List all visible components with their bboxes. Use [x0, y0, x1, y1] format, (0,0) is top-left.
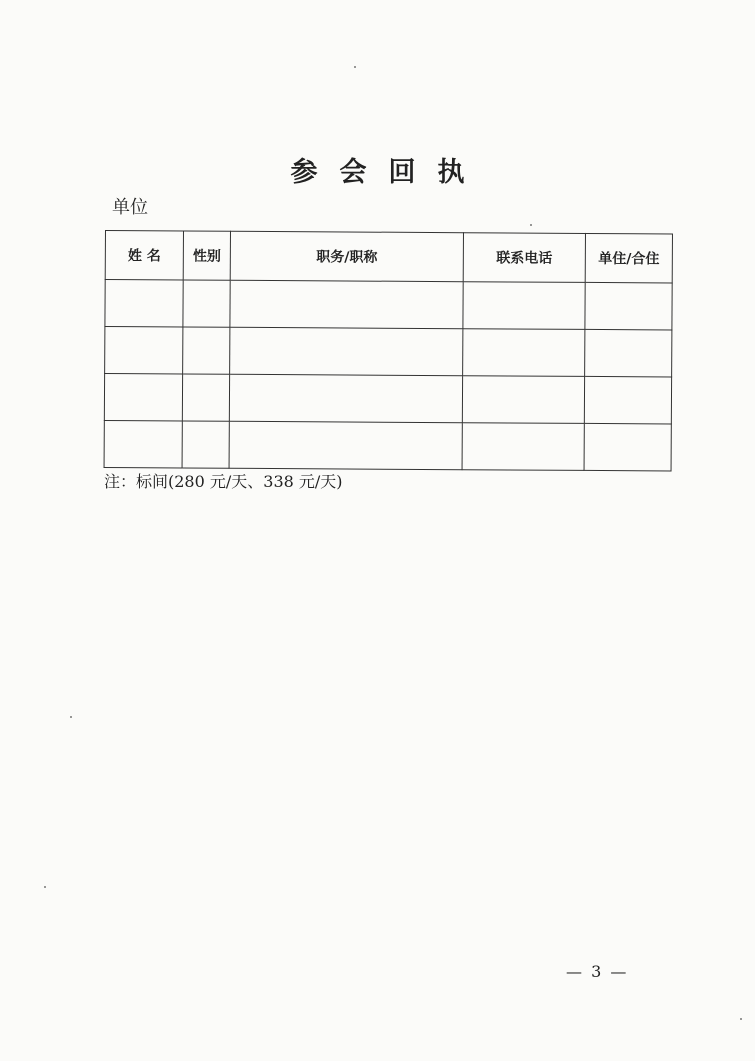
registration-table: [104, 230, 673, 471]
scan-speck: [530, 224, 532, 226]
cell-position[interactable]: [230, 280, 463, 328]
scan-speck: [354, 66, 356, 68]
header-name: 姓 名: [105, 231, 183, 280]
header-gender: 性别: [183, 231, 230, 280]
cell-name[interactable]: [105, 327, 183, 374]
table-header-row: [105, 231, 672, 283]
scan-speck: [740, 1018, 742, 1020]
table-row: [104, 374, 671, 424]
cell-gender[interactable]: [182, 421, 229, 468]
cell-phone[interactable]: [463, 282, 585, 330]
header-room-type: 单住/合住: [585, 233, 672, 283]
table-row: [105, 280, 672, 330]
cell-gender[interactable]: [182, 374, 229, 421]
cell-phone[interactable]: [463, 329, 585, 377]
cell-gender[interactable]: [183, 327, 230, 374]
cell-gender[interactable]: [183, 280, 230, 327]
cell-position[interactable]: [229, 374, 462, 422]
cell-name[interactable]: [104, 420, 182, 467]
scan-speck: [44, 886, 46, 888]
table-row: [104, 420, 671, 470]
cell-phone[interactable]: [462, 423, 584, 471]
cell-room-type[interactable]: [584, 423, 671, 471]
header-position: 职务/职称: [230, 231, 463, 281]
page-number: — 3 —: [566, 962, 629, 981]
pricing-note: 注：标间(280 元/天、338 元/天): [104, 472, 343, 491]
cell-position[interactable]: [230, 327, 463, 375]
cell-room-type[interactable]: [584, 376, 671, 424]
scan-speck: [70, 716, 72, 718]
cell-name[interactable]: [104, 374, 182, 421]
cell-position[interactable]: [229, 421, 462, 469]
header-phone: 联系电话: [463, 233, 585, 283]
cell-room-type[interactable]: [585, 282, 672, 330]
cell-phone[interactable]: [462, 376, 584, 424]
form-title: 参会回执: [290, 157, 487, 188]
unit-label: 单位: [112, 197, 148, 218]
cell-room-type[interactable]: [585, 329, 672, 377]
table-row: [105, 327, 672, 377]
cell-name[interactable]: [105, 280, 183, 327]
